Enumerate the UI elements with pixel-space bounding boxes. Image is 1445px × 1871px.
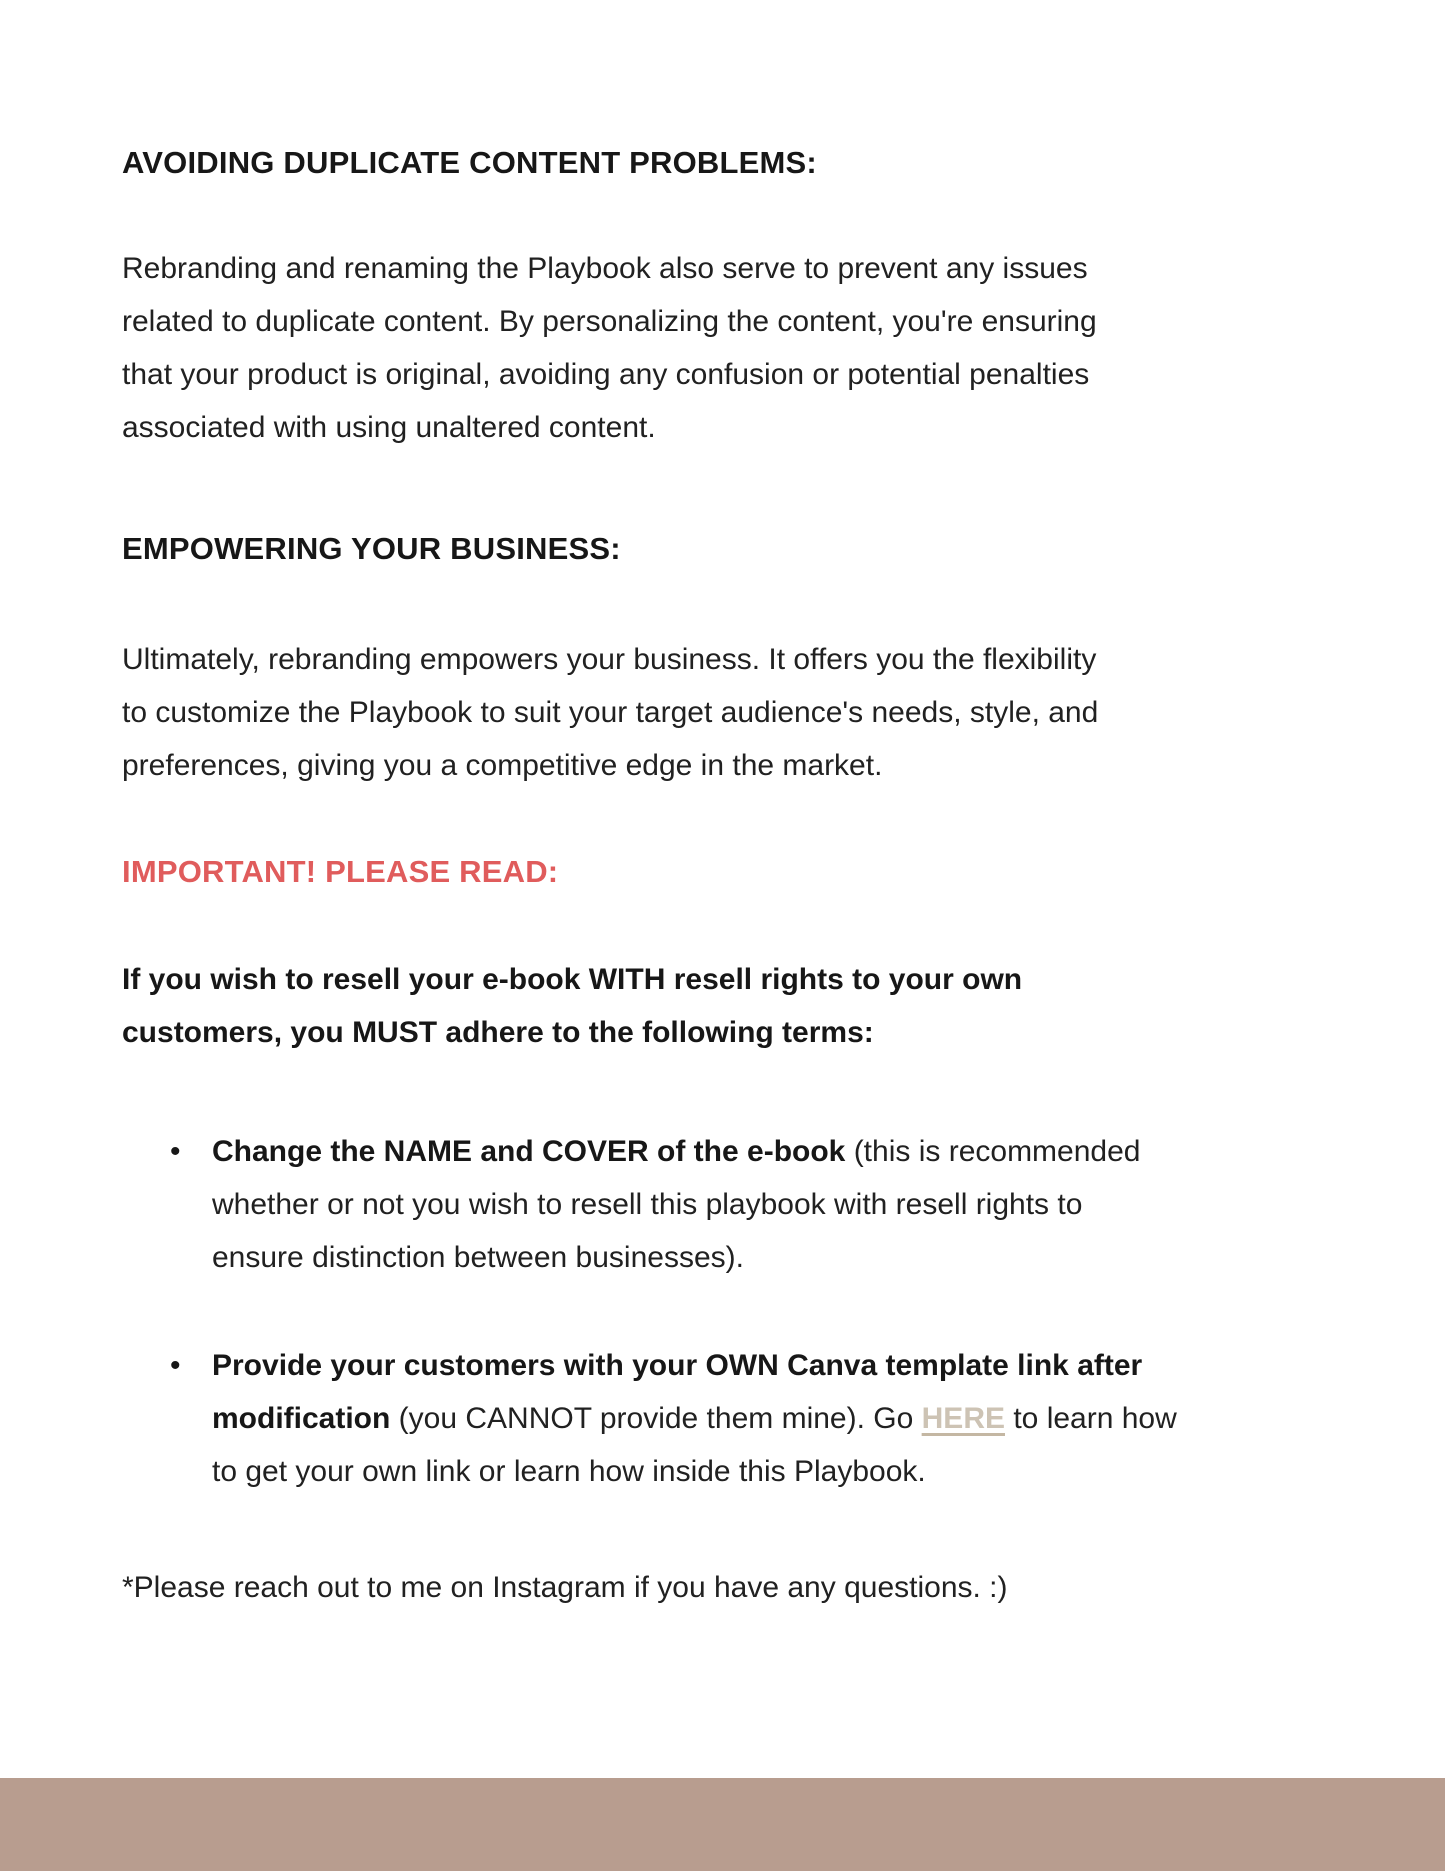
list-item-change-name-cover [122,1125,1323,1284]
section-heading-important-please-read: IMPORTANT! PLEASE READ: [122,854,559,889]
paragraph-resell-terms-intro: If you wish to resell your e-book WITH resell rights to your own customers, you MUST adhere to the following terms: [122,963,1023,1049]
terms-list [122,1125,1323,1498]
bullet2-mid-text: (you CANNOT provide them mine). Go [390,1402,922,1435]
paragraph-empowering-business: Ultimately, rebranding empowers your business. It offers you the flexibility to customize the Playbook to suit your target audience's needs, style, and preferences, giving you a competitive edge in the market. [122,643,1099,782]
section-heading-empowering-business: EMPOWERING YOUR BUSINESS: [122,531,621,566]
bullet1-rest-text: (this is recommended whether or not you wish to resell this playbook with resell rights to ensure distinction between businesses). [212,1135,1141,1274]
footer-bar [0,1778,1445,1871]
list-item-provide-own-link [122,1339,1323,1498]
bullet2-end-text: to learn how to get your own link or learn how inside this Playbook. [212,1402,1177,1488]
paragraph-duplicate-content: Rebranding and renaming the Playbook also serve to prevent any issues related to duplicate content. By personalizing the content, you're ensuring that your product is original, avoiding any confusion or potential penalties associated with using unaltered content. [122,252,1097,444]
bullet2-bold-text: Provide your customers with your OWN Canva template link after modification [212,1349,1143,1435]
here-link[interactable]: HERE [921,1402,1005,1435]
section-heading-avoiding-duplicate-content: AVOIDING DUPLICATE CONTENT PROBLEMS: [122,145,817,180]
bullet1-bold-text: Change the NAME and COVER of the e-book [212,1135,846,1168]
footnote-instagram: *Please reach out to me on Instagram if you have any questions. :) [122,1571,1008,1604]
